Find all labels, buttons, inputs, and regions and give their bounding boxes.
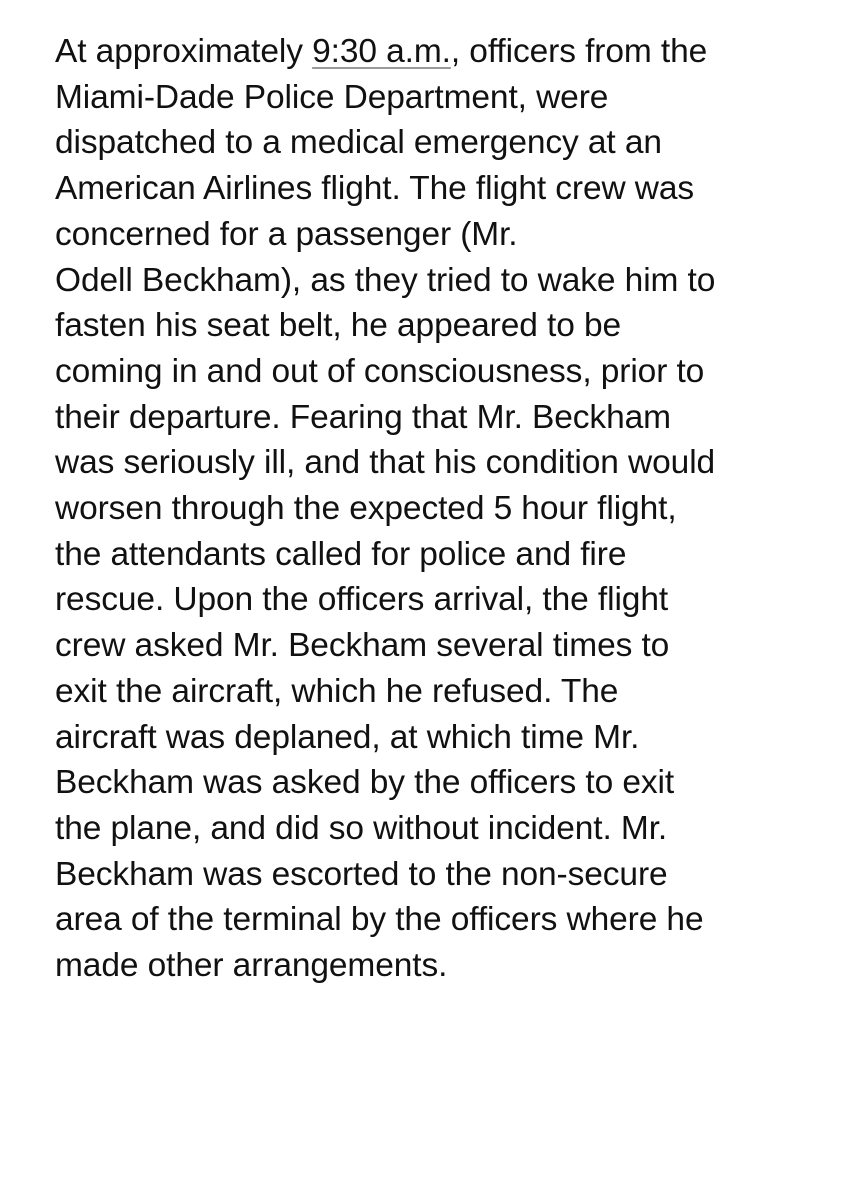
note-line: crew asked Mr. Beckham several times to — [55, 627, 670, 665]
line-text: , officers from the — [450, 33, 708, 70]
note-line: fasten his seat belt, he appeared to be — [55, 307, 622, 345]
note-line: concerned for a passenger (Mr. — [55, 215, 518, 253]
note-line: American Airlines flight. The flight crew was — [55, 170, 695, 208]
note-line: rescue. Upon the officers arrival, the flight — [55, 581, 669, 619]
note-line: Beckham was escorted to the non-secure — [55, 855, 668, 893]
line-text: At approximately — [55, 33, 313, 70]
detected-time-link[interactable]: 9:30 a.m. — [312, 33, 451, 70]
note-line: the plane, and did so without incident. Mr. — [55, 809, 668, 847]
note-line: area of the terminal by the officers where he — [55, 901, 704, 939]
note-line — [55, 29, 845, 75]
note-line: the attendants called for police and fire — [55, 535, 627, 573]
note-line: aircraft was deplaned, at which time Mr. — [55, 718, 640, 756]
note-line: worsen through the expected 5 hour flight, — [55, 490, 677, 528]
note-line: made other arrangements. — [55, 947, 448, 985]
note-body — [55, 29, 845, 989]
note-line: Beckham was asked by the officers to exit — [55, 764, 675, 802]
note-line: Odell Beckham), as they tried to wake him to — [55, 261, 716, 299]
note-line: dispatched to a medical emergency at an — [55, 124, 662, 162]
note-line: their departure. Fearing that Mr. Beckham — [55, 398, 671, 436]
note-line: coming in and out of consciousness, prior to — [55, 352, 705, 390]
note-line: Miami-Dade Police Department, were — [55, 78, 609, 116]
note-line: was seriously ill, and that his condition would — [55, 444, 716, 482]
note-line: exit the aircraft, which he refused. The — [55, 672, 619, 710]
